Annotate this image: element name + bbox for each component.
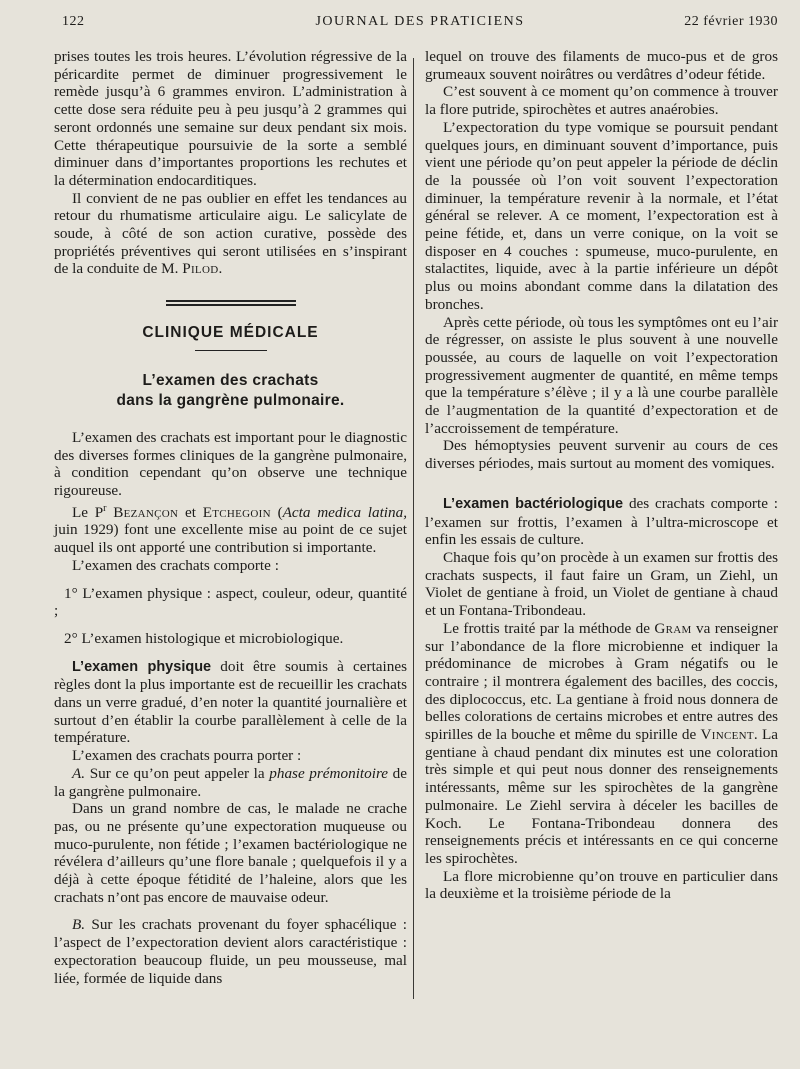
list-item: 1° L’examen physique : aspect, couleur, odeur, quantité ; — [54, 584, 407, 620]
author-name: Pilod — [182, 260, 219, 278]
right-column — [425, 48, 778, 903]
paragraph: C’est souvent à ce moment qu’on commence à trouver la flore putride, spirochètes et autres anaérobies. — [425, 83, 778, 119]
left-column — [54, 48, 407, 987]
column-divider — [413, 58, 414, 999]
author-name: Gram — [654, 619, 692, 637]
author-name: Bezançon — [113, 503, 179, 521]
paragraph: lequel on trouve des filaments de muco-pus et de gros grumeaux souvent noirâtres ou verdâtres d’odeur fétide. — [425, 48, 778, 83]
author-name: Etchegoin — [202, 503, 271, 521]
paragraph: A. Sur ce qu’on peut appeler la phase prémonitoire de la gangrène pulmonaire. — [54, 764, 408, 800]
paragraph: L’examen des crachats est important pour le diagnostic des diverses formes cliniques de la gangrène pulmonaire, à condition cependant qu’on observe une technique rigoureuse. — [54, 428, 407, 499]
paragraph: L’examen bactériologique des crachats comporte : l’examen sur frottis, l’examen à l’ultra-microscope et enfin les essais de culture. — [425, 494, 778, 549]
paragraph: Le frottis traité par la méthode de Gram va renseigner sur l’abondance de la flore microbienne et indiquer la prédominance de microbes à Gram négatifs ou le contraire ; il montrera également des bacilles, des coccis, des diplococcus, etc. La gentiane à froid nous donnera de belles colorations de certains microbes et entre autres des spirilles de la bouche et même du spirille de Vincent. La gentiane à chaud pendant dix minutes est une coloration très simple et qui peut nous donner des renseignements intéressants, même sur les spirochètes de la gangrène pulmonaire. Le Ziehl servira à déceler les bacilles de Koch. Le Fontana-Tribondeau donnera des renseignements précis et intéressants en ce qui concerne les spirochètes. — [425, 619, 779, 867]
subheading: L’examen bactériologique — [443, 495, 624, 512]
journal-reference: Acta medica latina, — [282, 503, 407, 521]
paragraph: Après cette période, où tous les symptômes ont eu l’air de régresser, on assiste le plus souvent à une nouvelle poussée, au cours de laquelle on voit l’expectoration progressivement augmenter de quantité, en même temps que la température s’élève ; il y a là une courbe parallèle de l’augmentation de la quantité d’expectoration et de l’accroissement de température. — [425, 313, 778, 437]
page-number: 122 — [62, 14, 85, 29]
paragraph: Il convient de ne pas oublier en effet les tendances au retour du rhumatisme articulaire aigu. Le salicylate de soude, à côté de son action curative, possède des propriétés préventives qui seront utilisées en s’inspirant de la conduite de M. Pilod. — [54, 189, 407, 278]
paragraph: L’examen physique doit être soumis à certaines règles dont la plus importante est de recueillir les crachats dans un verre gradué, d’en noter la quantité journalière et surtout d’en établir la courbe parallèlement à celle de la température. — [54, 657, 407, 747]
list-item: 2° L’examen histologique et microbiologique. — [64, 629, 344, 647]
paragraph: Dans un grand nombre de cas, le malade ne crache pas, ou ne présente qu’une expectoration muqueuse ou muco-purulente, non fétide ; l’examen bactériologique ne révélera d’ailleurs qu’une flore banale ; quelquefois il y a déjà à cette époque fétidité de l’haleine, alors que les crachats n’ont pas encore de mauvaise odeur. — [54, 800, 407, 906]
paragraph: L’examen des crachats pourra porter : — [72, 747, 302, 765]
paragraph: Des hémoptysies peuvent survenir au cours de ces diverses périodes, mais surtout au moment des vomiques. — [425, 437, 778, 473]
section-divider — [166, 300, 296, 306]
article-title: L’examen des crachats dans la gangrène pulmonaire. — [116, 371, 345, 409]
issue-date: 22 février 1930 — [684, 14, 778, 29]
paragraph: L’examen des crachats comporte : — [72, 556, 279, 574]
subheading: L’examen physique — [72, 658, 212, 675]
paragraph: La flore microbienne qu’on trouve en particulier dans la deuxième et la troisième période de la — [425, 867, 778, 903]
paragraph: prises toutes les trois heures. L’évolution régressive de la péricardite permet de diminuer progressivement le remède jusqu’à 6 grammes environ. L’administration à cette dose sera réduite peu à peu jusqu’à 2 grammes qui seront ordonnés une semaine sur deux pendant six mois. Cette thérapeutique poursuivie de la sorte a semblé diminuer dans d’importantes proportions les rechutes et la détermination endocarditiques. — [54, 48, 407, 189]
journal-title: JOURNAL DES PRATICIENS — [315, 14, 525, 29]
paragraph: B. Sur les crachats provenant du foyer sphacélique : l’aspect de l’expectoration devient alors caractéristique : expectoration beaucoup fluide, un peu mousseuse, mal liée, formée de liquide dans — [54, 916, 407, 987]
page-header — [62, 14, 778, 34]
paragraph: Le $P^r$ Bezançon et Etchegoin (Acta medica latina, juin 1929) font une excellente mise au point de ce sujet auquel ils ont apporté une contribution si importante. — [54, 502, 407, 557]
paragraph: Chaque fois qu’on procède à un examen sur frottis des crachats suspects, il faut faire un Gram, un Ziehl, un Violet de gentiane à froid, un Violet de gentiane à chaud et un Fontana-Tribondeau. — [425, 548, 778, 620]
author-name: Vincent — [700, 726, 754, 744]
paragraph: L’expectoration du type vomique se poursuit pendant quelques jours, en diminuant souvent d’importance, puis vient une période qu’on peut appeler la période de déclin de la poussée où l’on voit souvent l’expectoration diminuer, la température revenir à la normale, et l’état général se relever. A ce moment, l’expectoration est à peine fétide, et, dans un verre conique, on la voit se disposer en 4 couches : spumeuse, muco-purulente, en stalactites, liquide, avec à la partie inférieure un dépôt plus ou moins abondant comme dans la dilatation des bronches. — [425, 118, 778, 313]
section-title: CLINIQUE MÉDICALE — [142, 324, 319, 342]
title-rule — [195, 350, 267, 351]
